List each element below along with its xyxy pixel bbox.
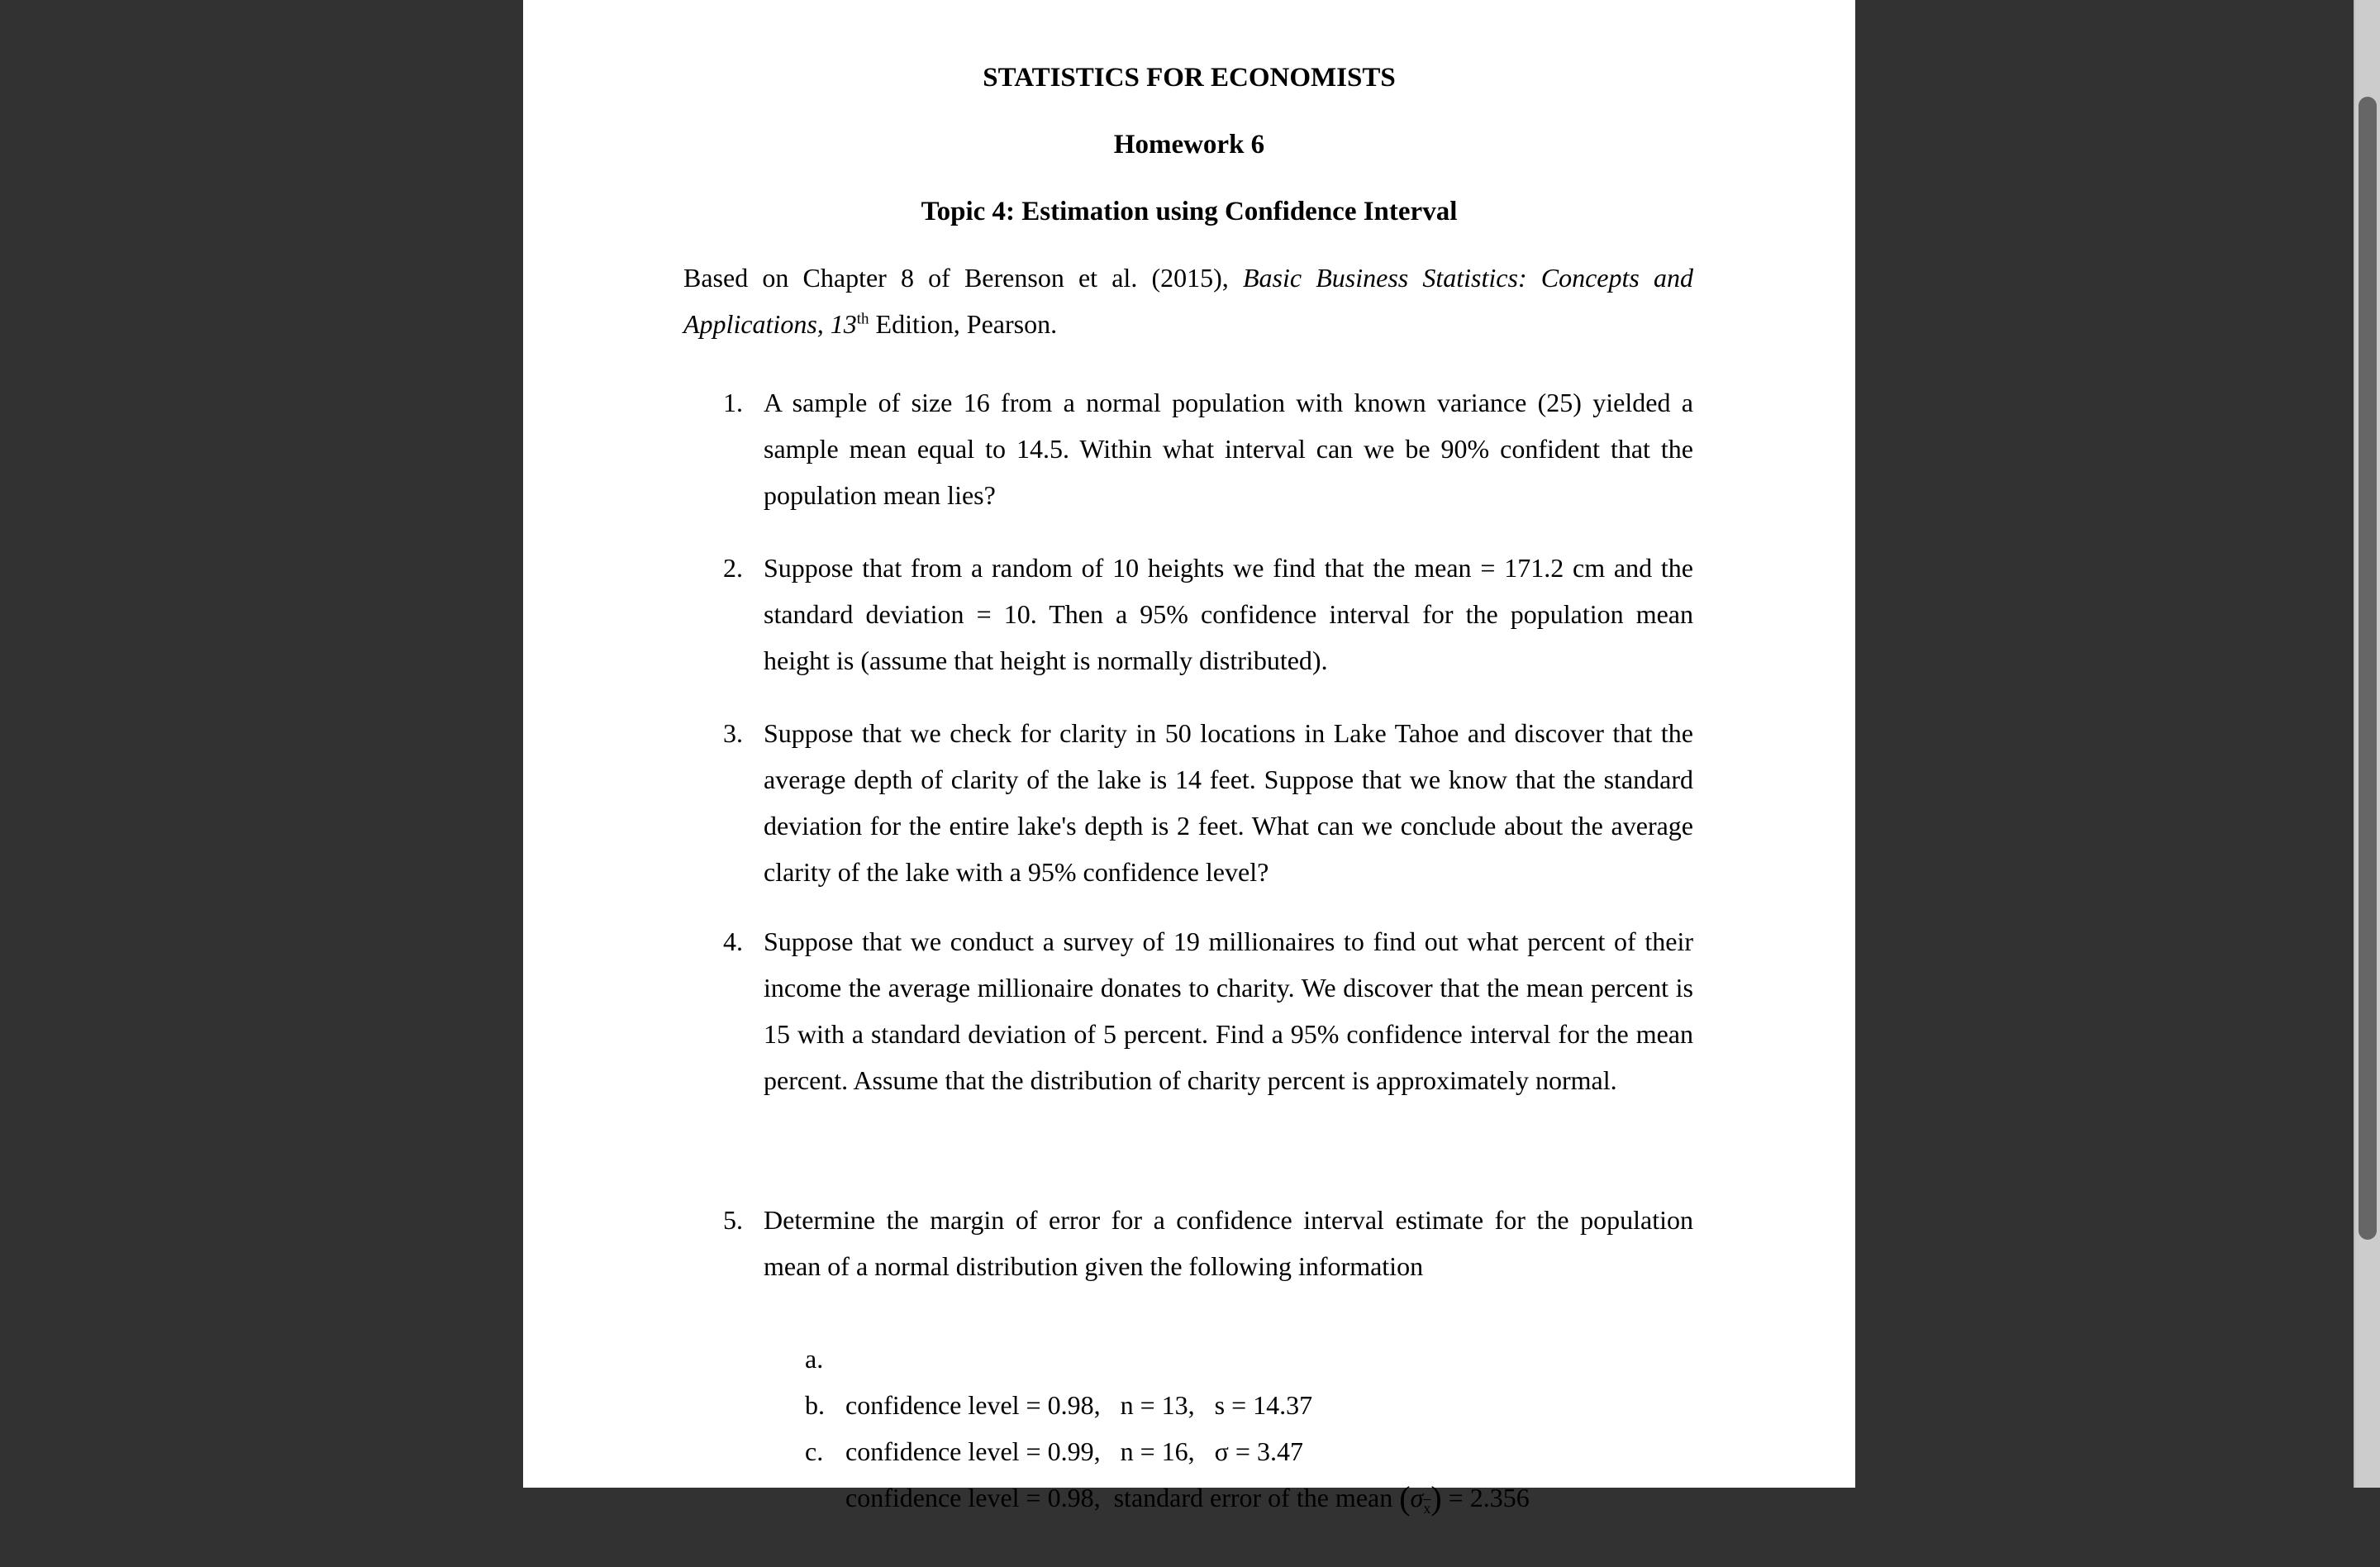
intro-book-title: Basic Business Statistics: Concepts and Applications, 13 [683, 263, 1694, 339]
intro-paragraph [683, 255, 1693, 347]
question-text: A sample of size 16 from a normal population with known variance (25) yielded a sample mean equal to 14.5. Within what interval can we be 90% confident that the population mean lies? [764, 388, 1693, 510]
question-text: Determine the margin of error for a confidence interval estimate for the population mean of a normal distribution given the following information [764, 1205, 1693, 1281]
intro-superscript: th [856, 310, 869, 328]
question-text: Suppose that we conduct a survey of 19 millionaires to find out what percent of their income the average millionaire donates to charity. We discover that the mean percent is 15 with a standard deviation of 5 percent. Find a 95% confidence interval for the mean percent. Assume that the distribution of charity percent is approximately normal. [764, 926, 1693, 1095]
question-1 [683, 379, 1693, 518]
subitem-text [845, 1474, 1530, 1531]
document-topic: Topic 4: Estimation using Confidence Interval [921, 197, 1458, 226]
subitem-text-suffix: = 2.356 [1441, 1483, 1530, 1512]
question-text: Suppose that we check for clarity in 50 locations in Lake Tahoe and discover that the average depth of clarity of the lake is 14 feet. Suppose that we know that the standard deviation for the entire lake's depth is 2 feet. What can we conclude about the average clarity of the lake with a 95% confidence level? [764, 718, 1693, 887]
question-number: 1. [723, 388, 743, 417]
question-number: 4. [723, 926, 743, 956]
subitem-letter: a. [805, 1344, 824, 1374]
subitem-letter: c. [805, 1436, 824, 1466]
subitem-letter: b. [805, 1390, 825, 1420]
vertical-scrollbar[interactable] [2354, 0, 2380, 1488]
question-number: 3. [723, 718, 743, 748]
document-page [523, 0, 1855, 1517]
subitem-text: confidence level = 0.98, n = 13, s = 14.37 [845, 1390, 1313, 1420]
subitem-text: confidence level = 0.99, n = 16, σ = 3.47 [845, 1436, 1303, 1466]
xbar-subscript: x [1423, 1500, 1431, 1517]
question-3 [683, 710, 1693, 895]
question-2 [683, 545, 1693, 683]
sigma-symbol: σ [1410, 1483, 1424, 1512]
question-text: Suppose that from a random of 10 heights we find that the mean = 171.2 cm and the standard deviation = 10. Then a 95% confidence interval for the population mean height is (assume that height is normally distributed). [764, 553, 1693, 675]
question-number: 5. [723, 1205, 743, 1235]
paren-close: ) [1430, 1479, 1442, 1517]
paren-open: ( [1399, 1479, 1411, 1517]
scrollbar-thumb[interactable] [2359, 97, 2377, 1240]
intro-suffix: Edition, Pearson. [869, 309, 1058, 339]
question-4 [683, 918, 1693, 1103]
subitem-text-prefix: confidence level = 0.98, standard error of the mean [845, 1483, 1400, 1512]
question-number: 2. [723, 553, 743, 583]
question-5 [683, 1197, 1693, 1289]
document-title: STATISTICS FOR ECONOMISTS [983, 63, 1396, 93]
document-subtitle: Homework 6 [1113, 130, 1265, 160]
intro-prefix: Based on Chapter 8 of Berenson et al. (2015), [683, 263, 1243, 293]
